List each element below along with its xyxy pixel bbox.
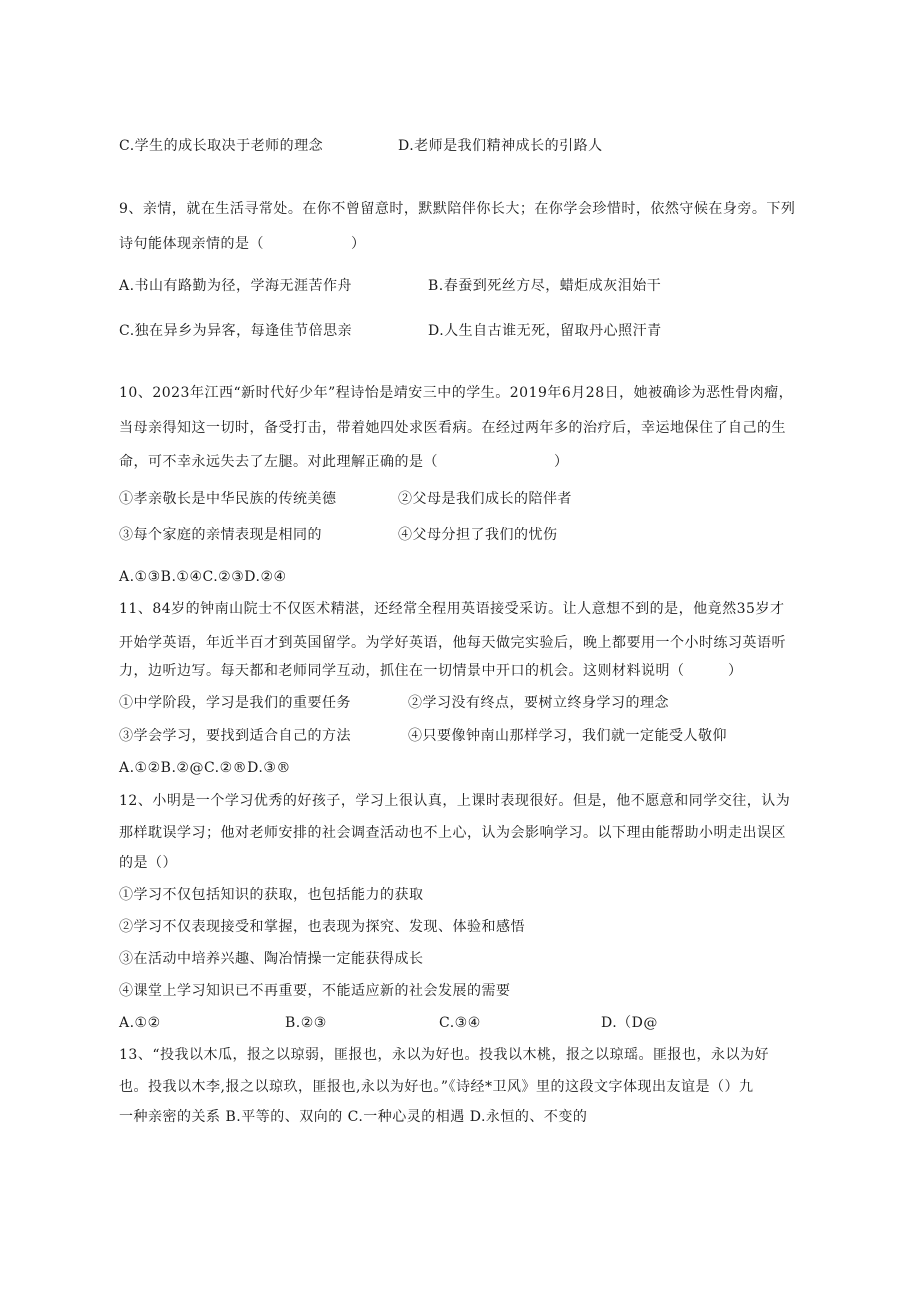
q10-stem-line-1: 10、2023年江西“新时代好少年”程诗怡是靖安三中的学生。2019年6月28日，她被确诊为恶性骨肉瘤， <box>119 385 794 401</box>
q12-stem-line-1: 12、小明是一个学习优秀的好孩子，学习上很认真，上课时表现很好。但是，他不愿意和同学交往，认为 <box>119 793 791 809</box>
q12-option-c: C.③④ <box>439 1015 481 1031</box>
q9-option-c: C.独在异乡为异客，每逢佳节倍思亲 <box>119 323 353 339</box>
q12-statement-1: ①学习不仅包括知识的获取，也包括能力的获取 <box>119 887 424 903</box>
q11-stem-line-1: 11、84岁的钟南山院士不仅医术精湛，还经常全程用英语接受采访。让人意想不到的是，他竟然35岁才 <box>119 601 785 617</box>
q11-stem-line-2: 开始学英语，年近半百才到英国留学。为学好英语，他每天做完实验后，晚上都要用一个小时练习英语听 <box>119 635 786 651</box>
q9-stem-line-2: 诗句能体现亲情的是（ ） <box>119 236 366 252</box>
q12-stem-line-2: 那样耽误学习；他对老师安排的社会调查活动也不上心，认为会影响学习。以下理由能帮助小明走出误区 <box>119 825 786 841</box>
q12-statement-2: ②学习不仅表现接受和掌握，也表现为探究、发现、体验和感悟 <box>119 919 525 935</box>
q10-stem-line-3: 命，可不幸永远失去了左腿。对此理解正确的是（ ） <box>119 454 569 470</box>
q11-answer-choices: A.①②B.②@C.②®D.③® <box>119 760 291 776</box>
q12-option-d: D.（D@ <box>601 1015 658 1031</box>
q9-option-b: B.春蚕到死丝方尽，蜡炬成灰泪始干 <box>428 278 662 294</box>
q12-statement-4: ④课堂上学习知识已不再重要，不能适应新的社会发展的需要 <box>119 983 511 999</box>
q9-option-a: A.书山有路勤为径，学海无涯苦作舟 <box>119 278 353 294</box>
q9-stem-line-1: 9、亲情，就在生活寻常处。在你不曾留意时，默默陪伴你长大；在你学会珍惜时，依然守候在身旁。下列 <box>119 201 796 217</box>
q10-statement-2: ②父母是我们成长的陪伴者 <box>398 491 572 507</box>
q13-stem-line-2: 也。投我以木李,报之以琼玖，匪报也,永以为好也。”《诗经*卫风》里的这段文字体现出友谊是（）九 <box>119 1079 754 1095</box>
q10-statement-1: ①孝亲敬长是中华民族的传统美德 <box>119 491 337 507</box>
q13-stem-line-3: 一种亲密的关系 B.平等的、双向的 C.一种心灵的相遇 D.永恒的、不变的 <box>119 1109 588 1125</box>
q10-answer-choices: A.①③B.①④C.②③D.②④ <box>119 569 287 585</box>
q11-statement-4: ④只要像钟南山那样学习，我们就一定能受人敬仰 <box>408 728 727 744</box>
q11-statement-3: ③学会学习，要找到适合自己的方法 <box>119 728 351 744</box>
q10-statement-4: ④父母分担了我们的忧伤 <box>398 527 558 543</box>
q9-option-d: D.人生自古谁无死，留取丹心照汗青 <box>428 323 662 339</box>
q10-statement-3: ③每个家庭的亲情表现是相同的 <box>119 527 322 543</box>
q12-stem-line-3: 的是（） <box>119 855 177 871</box>
q11-stem-line-3: 力，边听边写。每天都和老师同学互动，抓住在一切情景中开口的机会。这则材料说明（ ） <box>119 663 743 679</box>
q10-stem-line-2: 当母亲得知这一切时，备受打击，带着她四处求医看病。在经过两年多的治疗后，幸运地保住了自己的生 <box>119 420 786 436</box>
q12-statement-3: ③在活动中培养兴趣、陶冶情操一定能获得成长 <box>119 951 424 967</box>
q8-option-d: D.老师是我们精神成长的引路人 <box>398 138 603 154</box>
q12-option-a: A.①② <box>119 1015 161 1031</box>
q12-option-b: B.②③ <box>285 1015 327 1031</box>
q11-statement-1: ①中学阶段，学习是我们的重要任务 <box>119 695 351 711</box>
q8-option-c: C.学生的成长取决于老师的理念 <box>119 138 324 154</box>
q13-stem-line-1: 13、“投我以木瓜，报之以琼弱，匪报也，永以为好也。投我以木桃，报之以琼瑶。匪报也，永以为好 <box>119 1047 769 1063</box>
q11-statement-2: ②学习没有终点，要树立终身学习的理念 <box>408 695 669 711</box>
